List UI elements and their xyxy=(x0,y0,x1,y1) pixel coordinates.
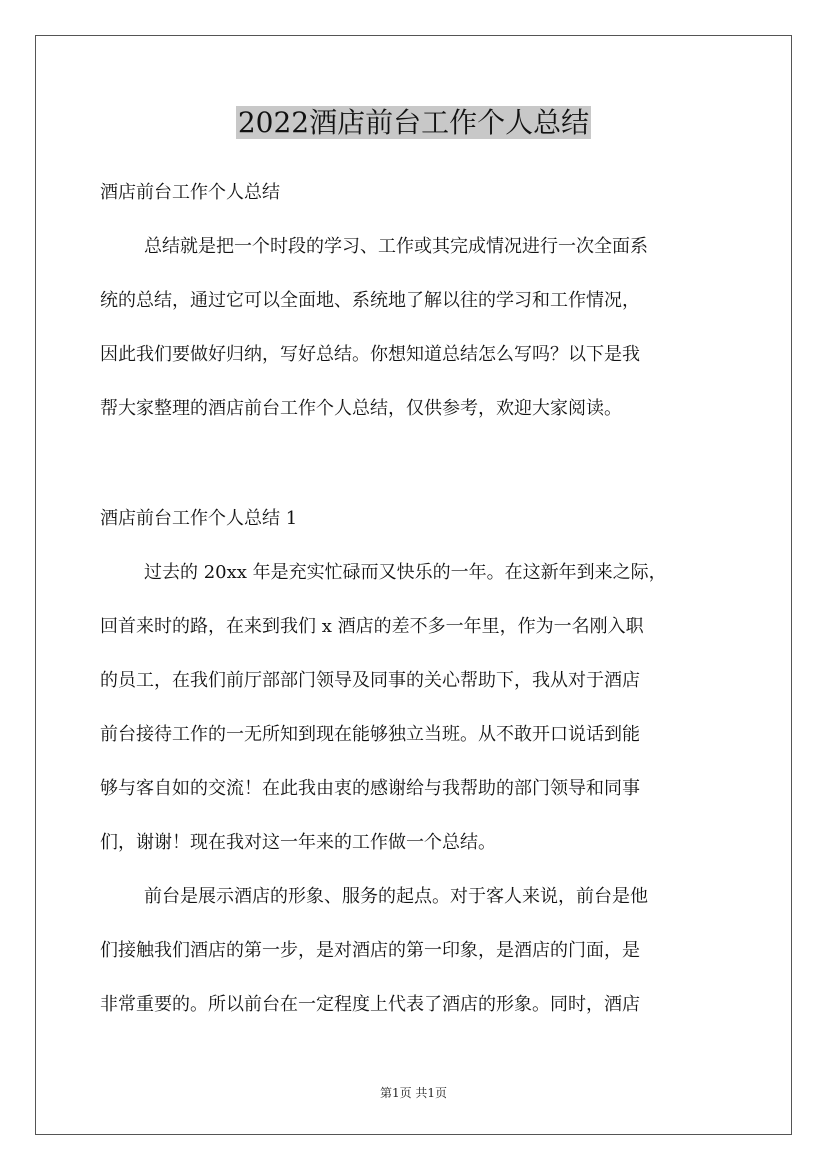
intro-line: 总结就是把一个时段的学习、工作或其完成情况进行一次全面系 xyxy=(144,236,648,257)
paragraph-line: 们接触我们酒店的第一步，是对酒店的第一印象，是酒店的门面，是 xyxy=(100,940,640,961)
paragraph-1 xyxy=(100,546,730,870)
intro-paragraph xyxy=(100,220,730,436)
paragraph-line: 回首来时的路，在来到我们 x 酒店的差不多一年里，作为一名刚入职 xyxy=(100,616,644,637)
document-title: 2022酒店前台工作个人总结 xyxy=(237,106,590,139)
paragraph-line: 的员工，在我们前厅部部门领导及同事的关心帮助下，我从对于酒店 xyxy=(100,670,640,691)
paragraph-2 xyxy=(100,870,730,1032)
paragraph-line: 前台是展示酒店的形象、服务的起点。对于客人来说，前台是他 xyxy=(144,886,648,907)
paragraph-line: 非常重要的。所以前台在一定程度上代表了酒店的形象。同时，酒店 xyxy=(100,994,640,1015)
intro-line: 帮大家整理的酒店前台工作个人总结，仅供参考，欢迎大家阅读。 xyxy=(100,398,622,419)
page-number: 第1页 共1页 xyxy=(379,1086,448,1100)
paragraph-line: 们，谢谢！现在我对这一年来的工作做一个总结。 xyxy=(100,832,496,853)
document-subtitle: 酒店前台工作个人总结 xyxy=(100,182,280,203)
section-heading: 酒店前台工作个人总结 1 xyxy=(100,508,298,529)
intro-line: 统的总结，通过它可以全面地、系统地了解以往的学习和工作情况， xyxy=(100,290,640,311)
intro-line: 因此我们要做好归纳，写好总结。你想知道总结怎么写吗？以下是我 xyxy=(100,344,640,365)
paragraph-line: 够与客自如的交流！在此我由衷的感谢给与我帮助的部门领导和同事 xyxy=(100,778,640,799)
paragraph-line: 前台接待工作的一无所知到现在能够独立当班。从不敢开口说话到能 xyxy=(100,724,640,745)
paragraph-line: 过去的 20xx 年是充实忙碌而又快乐的一年。在这新年到来之际， xyxy=(144,562,667,583)
